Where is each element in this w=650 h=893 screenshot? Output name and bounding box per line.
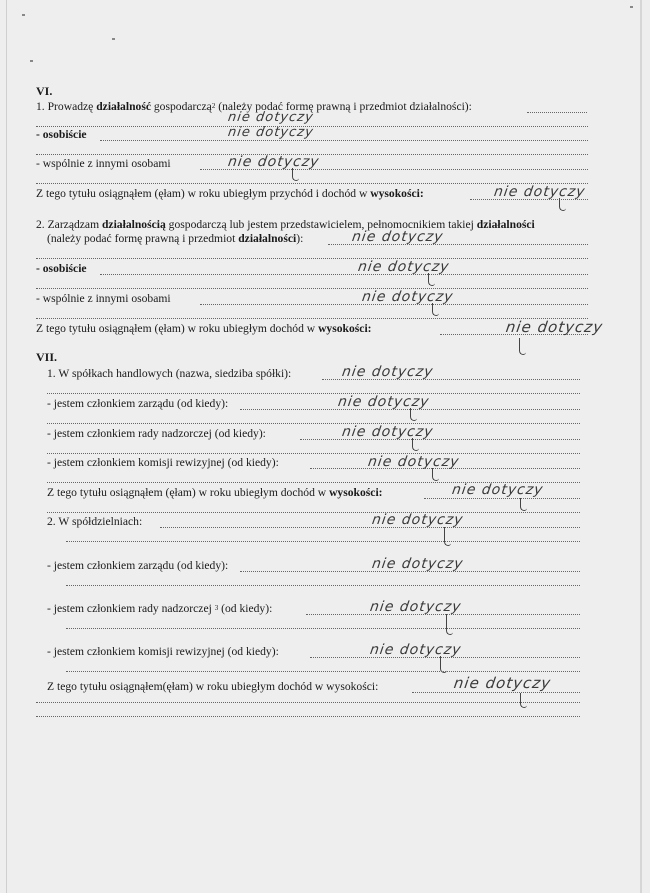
scan-speck (30, 60, 33, 62)
fill-line (100, 140, 588, 141)
scan-speck (630, 6, 633, 8)
s7-q1-rada-answer: nie dotyczy (340, 424, 435, 440)
fill-line (36, 258, 588, 259)
s6-q1-wspolnie-answer: nie dotyczy (226, 154, 321, 170)
s6-q1-osobiscie-answer: nie dotyczy (226, 125, 315, 140)
fill-line (47, 453, 580, 454)
s6-q1-wspolnie-label: - wspólnie z innymi osobami (36, 157, 171, 170)
handwriting-descender (410, 408, 417, 421)
s7-q2-rada-answer: nie dotyczy (368, 599, 463, 615)
s6-q2-wspolnie-answer: nie dotyczy (360, 289, 455, 305)
s7-q1-label: 1. W spółkach handlowych (nazwa, siedziba spółki): (47, 367, 292, 380)
handwriting-descender (412, 438, 419, 451)
fill-line (47, 423, 580, 424)
scan-edge-left (6, 0, 7, 893)
handwriting-descender (446, 614, 453, 635)
scan-edge-right (640, 0, 642, 893)
scan-speck (22, 14, 25, 16)
s7-q1-income-answer: nie dotyczy (450, 482, 545, 498)
fill-line (47, 512, 580, 513)
s7-q2-zarzad-answer: nie dotyczy (370, 556, 465, 572)
s6-q2-income: Z tego tytułu osiągnąłem (ęłam) w roku ubiegłym dochód w wysokości: (36, 322, 372, 335)
s6-q1-handwritten-answer: nie dotyczy (226, 110, 315, 125)
fill-line (66, 585, 580, 586)
fill-line (424, 498, 580, 499)
s7-q1-komisja-answer: nie dotyczy (366, 454, 461, 470)
handwriting-descender (444, 527, 451, 546)
fill-line (100, 274, 588, 275)
s7-q1-zarzad-answer: nie dotyczy (336, 394, 431, 410)
s7-q1-answer: nie dotyczy (340, 364, 435, 380)
fill-line (36, 288, 588, 289)
handwriting-descender (432, 468, 439, 481)
s7-q2-label: 2. W spółdzielniach: (47, 515, 143, 528)
fill-line (66, 628, 580, 629)
fill-line (66, 671, 580, 672)
handwriting-descender (428, 273, 435, 286)
s6-q2-osobiscie-answer: nie dotyczy (356, 259, 451, 275)
fill-line (47, 393, 580, 394)
handwriting-descender (520, 498, 527, 511)
s7-q2-zarzad-label: - jestem członkiem zarządu (od kiedy): (47, 559, 229, 572)
section-vii-header: VII. (36, 350, 58, 364)
handwriting-descender (432, 303, 439, 316)
s6-q1-income-answer: nie dotyczy (492, 184, 587, 200)
s6-q2-income-answer: nie dotyczy (504, 318, 605, 336)
s7-q1-komisja-label: - jestem członkiem komisji rewizyjnej (od kiedy): (47, 456, 279, 469)
s6-q2-osobiscie-label: - osobiście (36, 262, 87, 275)
fill-line (36, 702, 580, 703)
s6-q2-handwritten-answer: nie dotyczy (350, 229, 445, 245)
handwriting-descender (559, 198, 566, 211)
s6-q1-income: Z tego tytułu osiągnąłem (ęłam) w roku ubiegłym przychód i dochód w wysokości: (36, 187, 424, 200)
s6-q1-osobiscie-label: - osobiście (36, 128, 87, 141)
s6-q1-intro: 1. Prowadzę działalność gospodarczą$^2$ (należy podać formę prawną i przedmiot działalności): (36, 100, 472, 113)
fill-line (412, 692, 580, 693)
s7-q2-answer: nie dotyczy (370, 512, 465, 528)
scan-speck (112, 38, 115, 40)
section-vi-header: VI. (36, 84, 53, 98)
s7-q2-komisja-answer: nie dotyczy (368, 642, 463, 658)
s7-q2-rada-label: - jestem członkiem rady nadzorczej $^3$ (od kiedy): (47, 602, 273, 615)
s7-q1-income: Z tego tytułu osiągnąłem (ęłam) w roku ubiegłym dochód w wysokości: (47, 486, 383, 499)
s7-q1-zarzad-label: - jestem członkiem zarządu (od kiedy): (47, 397, 229, 410)
s6-q2-wspolnie-label: - wspólnie z innymi osobami (36, 292, 171, 305)
s6-q2-line2: (należy podać formę prawną i przedmiot działalności): (47, 232, 304, 245)
s7-q2-komisja-label: - jestem członkiem komisji rewizyjnej (od kiedy): (47, 645, 279, 658)
fill-line (36, 716, 580, 717)
s7-q2-income-answer: nie dotyczy (452, 674, 553, 692)
s7-q2-income: Z tego tytułu osiągnąłem(ęłam) w roku ubiegłym dochód w wysokości: (47, 680, 379, 693)
handwriting-descender (292, 168, 299, 181)
fill-line (527, 112, 587, 113)
s7-q1-rada-label: - jestem członkiem rady nadzorczej (od kiedy): (47, 427, 266, 440)
handwriting-descender (519, 338, 526, 355)
fill-line (36, 318, 588, 319)
handwriting-descender (520, 693, 527, 708)
fill-line (66, 541, 580, 542)
s6-q2-line1: 2. Zarządzam działalnością gospodarczą lub jestem przedstawicielem, pełnomocnikiem takiej działalności (36, 218, 535, 231)
